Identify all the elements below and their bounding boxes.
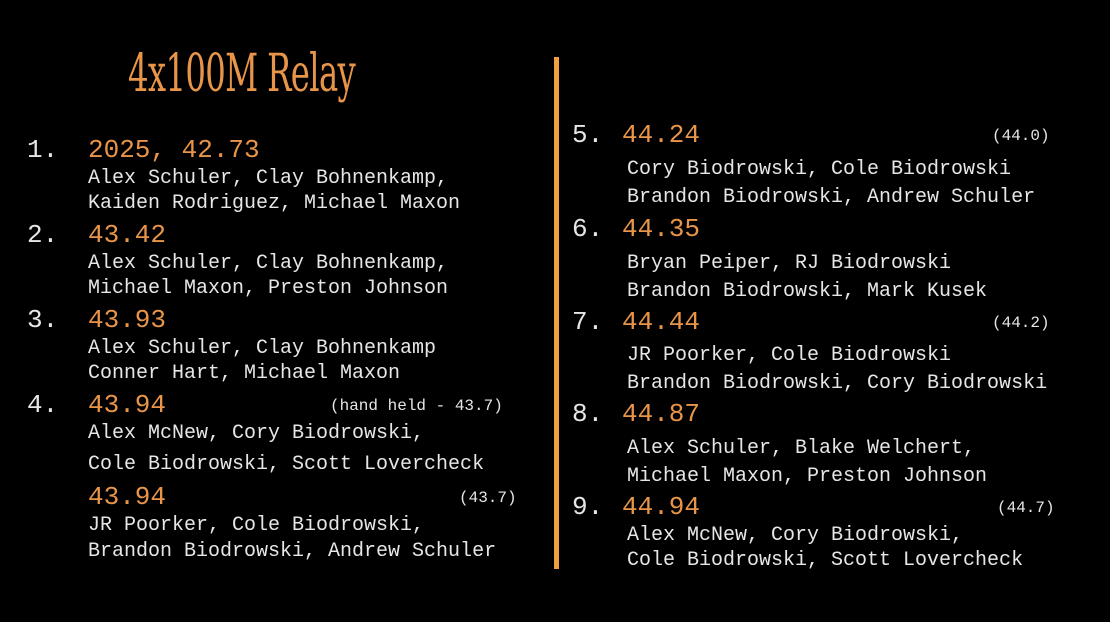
entry-rank: 1. — [27, 135, 59, 165]
entry-time: 43.94 — [88, 390, 167, 420]
entry-athletes-line: Michael Maxon, Preston Johnson — [88, 277, 449, 300]
entry-time: 43.42 — [88, 220, 167, 250]
entry-athletes-line: Alex Schuler, Clay Bohnenkamp, — [88, 167, 449, 190]
entry-athletes-line: Cole Biodrowski, Scott Lovercheck — [88, 453, 485, 476]
entry-note: (44.2) — [992, 314, 1050, 332]
entry-rank: 5. — [572, 120, 604, 150]
entry-athletes-line: Alex Schuler, Clay Bohnenkamp, — [88, 252, 449, 275]
entry-rank: 6. — [572, 214, 604, 244]
entry-athletes-line: Bryan Peiper, RJ Biodrowski — [627, 252, 952, 275]
entry-time: 44.44 — [622, 307, 701, 337]
entry-athletes-line: Kaiden Rodriguez, Michael Maxon — [88, 192, 461, 215]
entry-athletes-line: Alex McNew, Cory Biodrowski, — [88, 422, 425, 445]
entry-rank: 2. — [27, 220, 59, 250]
entry-note: (43.7) — [459, 489, 517, 507]
entry-athletes-line: Alex Schuler, Blake Welchert, — [627, 437, 976, 460]
entry-athletes-line: Brandon Biodrowski, Cory Biodrowski — [627, 372, 1048, 395]
entry-athletes-line: Alex McNew, Cory Biodrowski, — [627, 524, 964, 547]
entry-note: (44.7) — [997, 499, 1055, 517]
entry-rank: 7. — [572, 307, 604, 337]
page-title: 4x100M Relay — [128, 44, 356, 104]
entry-athletes-line: JR Poorker, Cole Biodrowski, — [88, 514, 425, 537]
entry-rank: 9. — [572, 492, 604, 522]
entry-time: 44.35 — [622, 214, 701, 244]
entry-rank: 3. — [27, 305, 59, 335]
entry-time: 44.87 — [622, 399, 701, 429]
entry-note: (hand held - 43.7) — [330, 397, 503, 415]
entry-athletes-line: JR Poorker, Cole Biodrowski — [627, 344, 952, 367]
entry-rank: 4. — [27, 390, 59, 420]
entry-time: 44.94 — [622, 492, 701, 522]
entry-time: 43.93 — [88, 305, 167, 335]
entry-athletes-line: Brandon Biodrowski, Mark Kusek — [627, 280, 988, 303]
entry-athletes-line: Cole Biodrowski, Scott Lovercheck — [627, 549, 1024, 572]
entry-rank: 8. — [572, 399, 604, 429]
entry-time: 2025, 42.73 — [88, 135, 260, 165]
entry-athletes-line: Brandon Biodrowski, Andrew Schuler — [627, 186, 1036, 209]
entry-athletes-line: Cory Biodrowski, Cole Biodrowski — [627, 158, 1012, 181]
entry-time: 44.24 — [622, 120, 701, 150]
entry-time: 43.94 — [88, 482, 167, 512]
entry-athletes-line: Michael Maxon, Preston Johnson — [627, 465, 988, 488]
column-divider — [554, 57, 559, 569]
entry-athletes-line: Conner Hart, Michael Maxon — [88, 362, 401, 385]
entry-athletes-line: Brandon Biodrowski, Andrew Schuler — [88, 540, 497, 563]
entry-note: (44.0) — [992, 127, 1050, 145]
entry-athletes-line: Alex Schuler, Clay Bohnenkamp — [88, 337, 437, 360]
